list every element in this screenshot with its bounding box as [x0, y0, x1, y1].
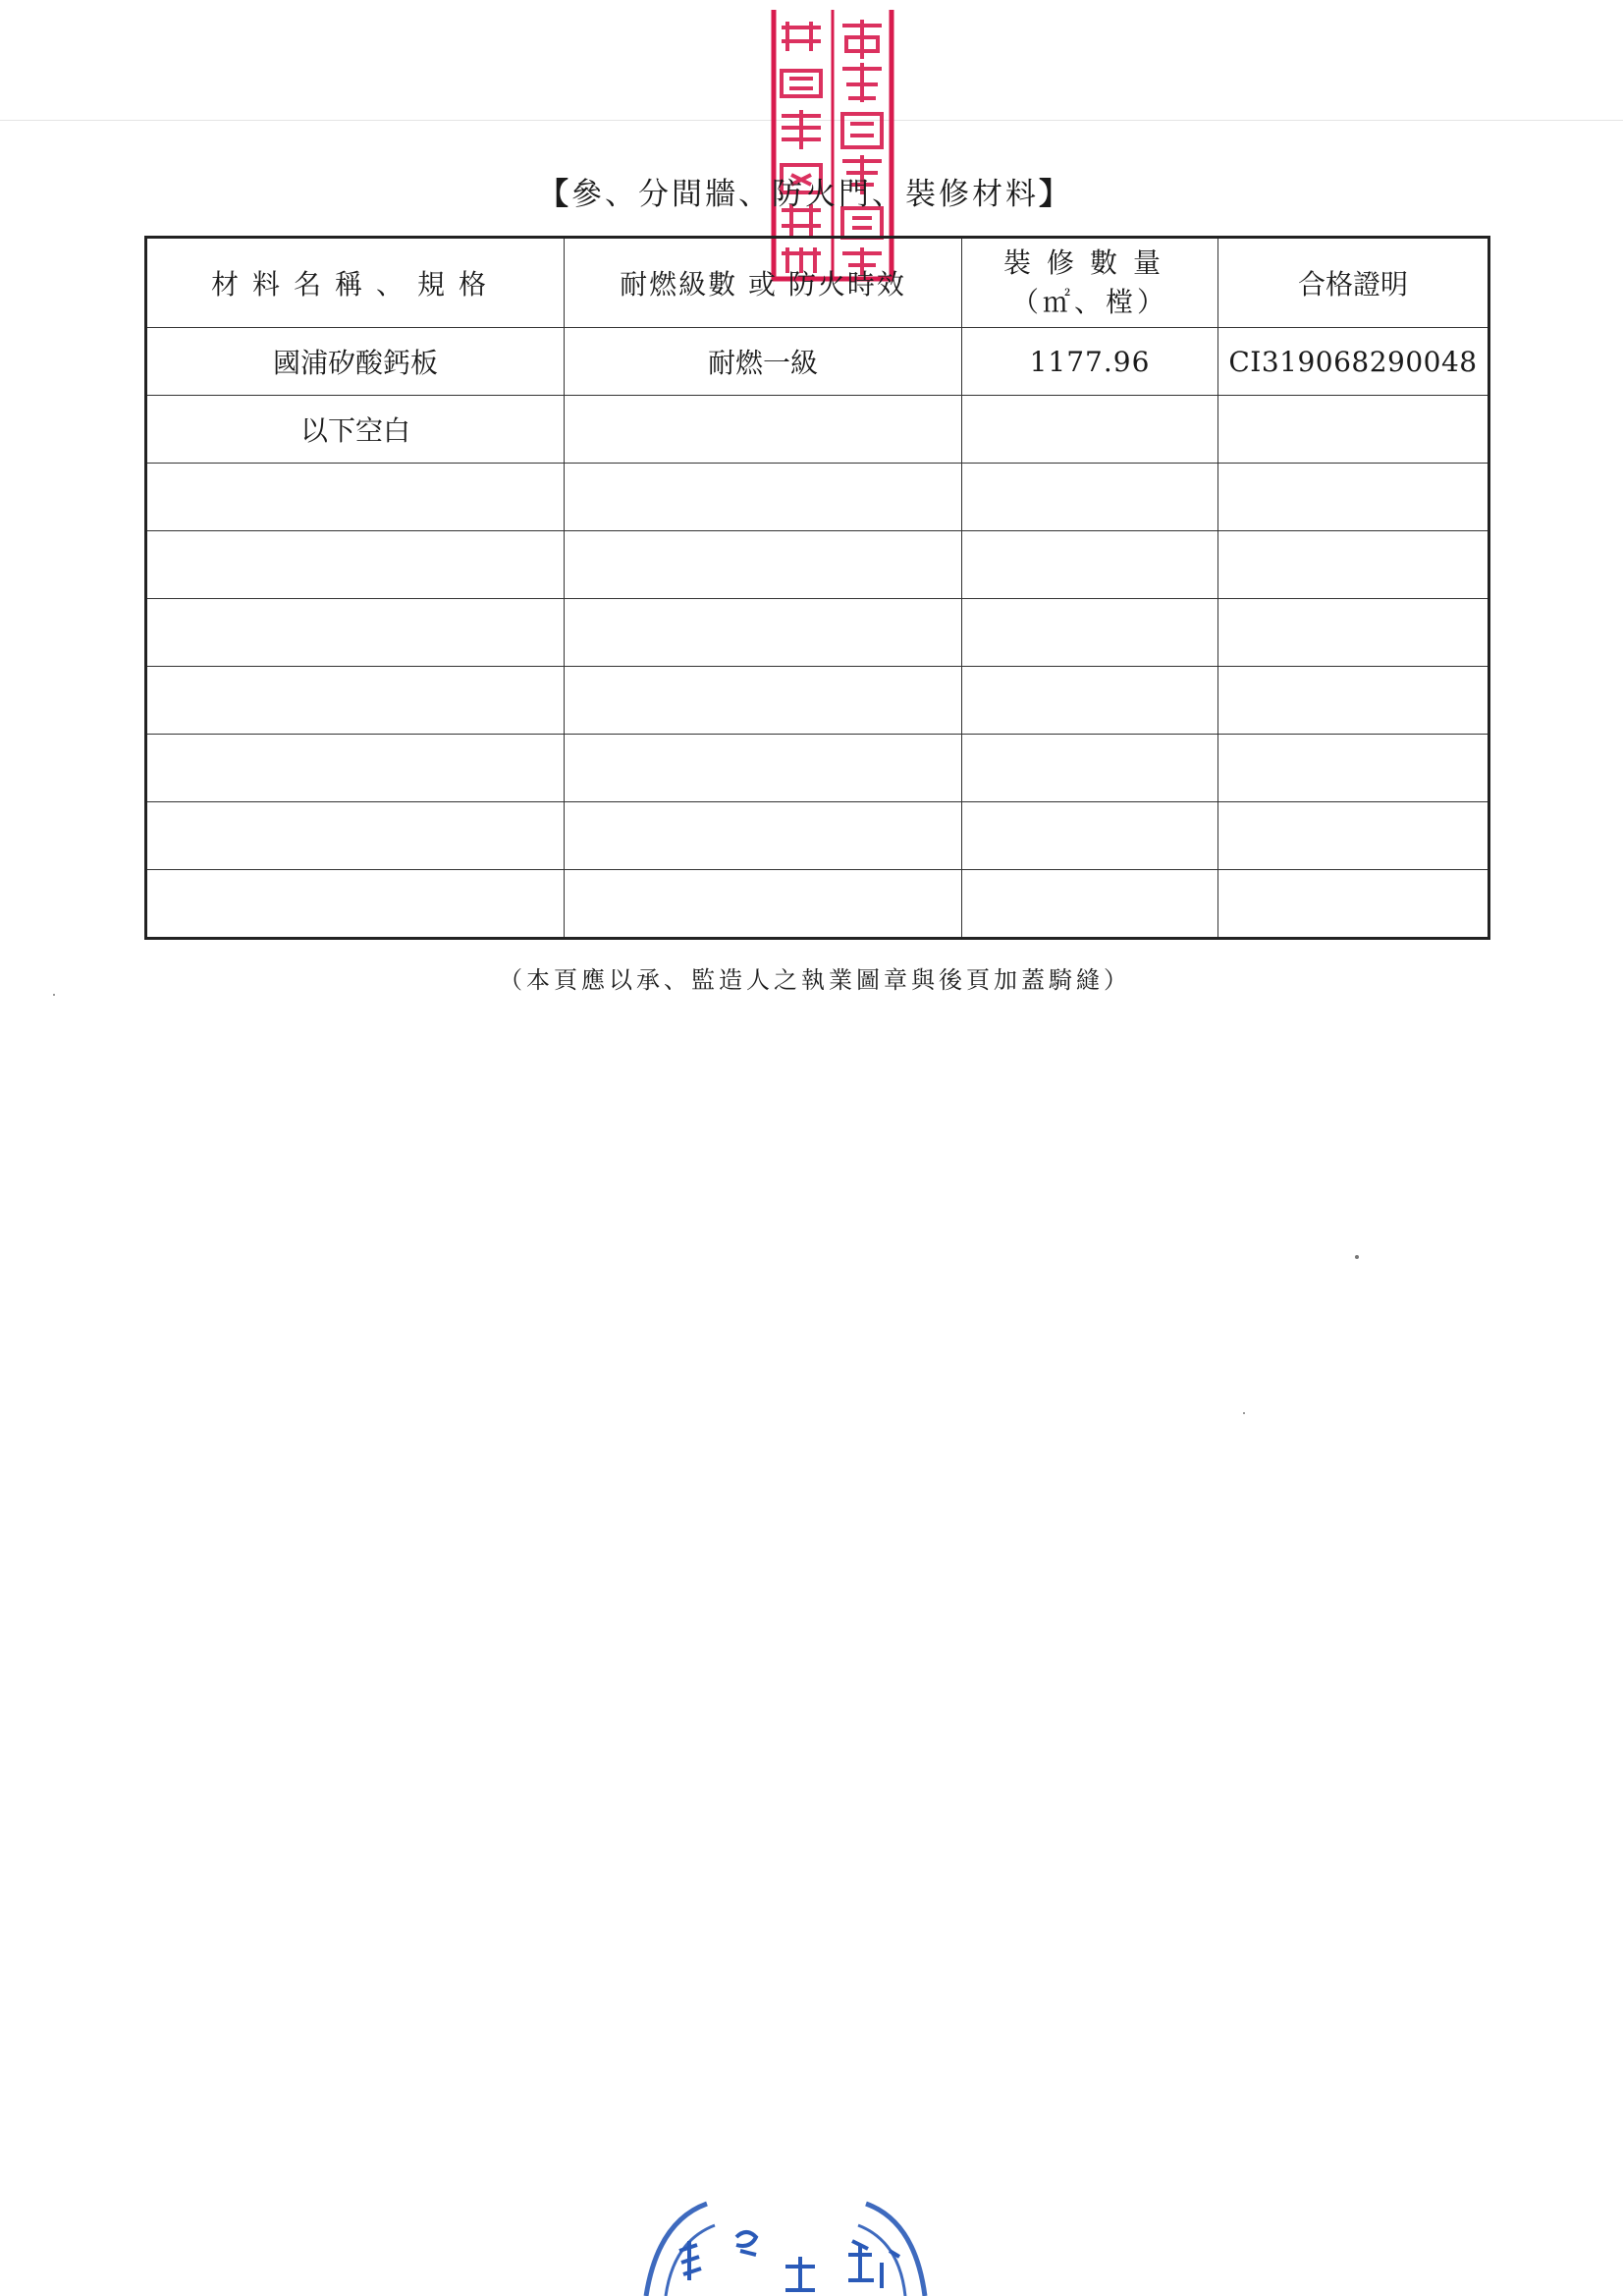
table-row: [146, 870, 1489, 939]
cell-material: [146, 735, 565, 802]
cell-certificate: [1218, 870, 1489, 939]
cell-quantity: [962, 531, 1218, 599]
cell-certificate: [1218, 599, 1489, 667]
cell-fire-grade: [565, 464, 962, 531]
table-row: [146, 599, 1489, 667]
table-row: [146, 802, 1489, 870]
cell-material: [146, 531, 565, 599]
table-row: [146, 667, 1489, 735]
cell-material: [146, 802, 565, 870]
cell-fire-grade: [565, 802, 962, 870]
cell-material: [146, 464, 565, 531]
materials-table: [144, 236, 1490, 940]
cell-fire-grade: [565, 870, 962, 939]
table-header-row: [146, 238, 1489, 328]
cell-material: [146, 667, 565, 735]
title-close-bracket: 】: [1039, 177, 1072, 212]
cell-certificate: CI319068290048: [1218, 328, 1489, 396]
table-row: [146, 464, 1489, 531]
cell-certificate: [1218, 802, 1489, 870]
header-material: 材料名稱、規格: [146, 238, 565, 328]
title-text: 參、分間牆、防火門、裝修材料: [571, 177, 1039, 212]
cell-fire-grade: [565, 396, 962, 464]
header-fire-grade: 耐燃級數 或 防火時效: [565, 238, 962, 328]
header-certificate: 合格證明: [1218, 238, 1489, 328]
cell-fire-grade: 耐燃一級: [565, 328, 962, 396]
cell-quantity: [962, 396, 1218, 464]
cell-certificate: [1218, 667, 1489, 735]
cell-quantity: [962, 802, 1218, 870]
footnote: （本頁應以承、監造人之執業圖章與後頁加蓋騎縫）: [499, 966, 1131, 994]
title-open-bracket: 【: [538, 177, 571, 212]
header-quantity-unit: （㎡、樘）: [1010, 286, 1168, 318]
cell-quantity: [962, 735, 1218, 802]
cell-fire-grade: [565, 667, 962, 735]
scan-speck: [53, 994, 55, 996]
cell-certificate: [1218, 531, 1489, 599]
header-quantity: [962, 238, 1218, 328]
cell-fire-grade: [565, 735, 962, 802]
cell-quantity: [962, 599, 1218, 667]
table-row: [146, 531, 1489, 599]
table-row: [146, 396, 1489, 464]
cell-material: 以下空白: [146, 396, 565, 464]
cell-fire-grade: [565, 531, 962, 599]
cell-certificate: [1218, 396, 1489, 464]
cell-quantity: [962, 870, 1218, 939]
cell-material: [146, 599, 565, 667]
cell-certificate: [1218, 464, 1489, 531]
header-quantity-label: 裝修數量: [1002, 246, 1176, 279]
cell-quantity: [962, 464, 1218, 531]
cell-quantity: 1177.96: [962, 328, 1218, 396]
table-row: [146, 735, 1489, 802]
scan-speck: [1243, 1412, 1245, 1414]
cell-material: 國浦矽酸鈣板: [146, 328, 565, 396]
cell-material: [146, 870, 565, 939]
scan-speck: [1355, 1255, 1359, 1259]
cell-certificate: [1218, 735, 1489, 802]
document-title: [393, 169, 1217, 213]
table-row: [146, 328, 1489, 396]
cell-quantity: [962, 667, 1218, 735]
cell-fire-grade: [565, 599, 962, 667]
blue-seal-stamp: [638, 2182, 933, 2296]
